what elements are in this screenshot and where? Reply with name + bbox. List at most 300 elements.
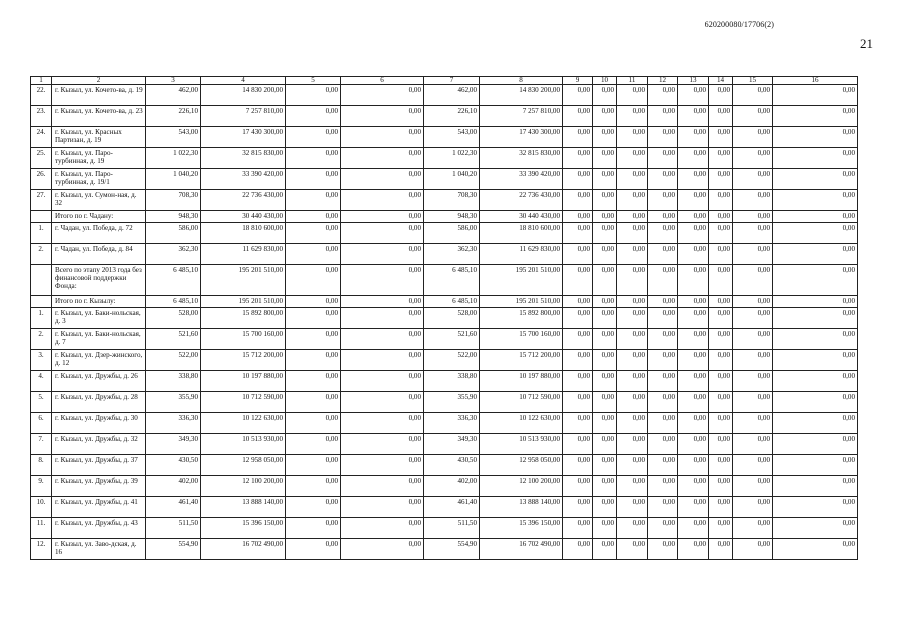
column-header-3: 3 bbox=[146, 77, 201, 85]
area-cell-7: 543,00 bbox=[424, 127, 480, 148]
value-cell-14: 0,00 bbox=[709, 476, 733, 497]
cost-cell-8: 15 396 150,00 bbox=[480, 518, 563, 539]
area-cell: 362,30 bbox=[146, 244, 201, 265]
value-cell-6: 0,00 bbox=[341, 106, 424, 127]
page-number: 21 bbox=[860, 36, 873, 51]
value-cell-10: 0,00 bbox=[593, 308, 617, 329]
value-cell-14: 0,00 bbox=[709, 211, 733, 223]
value-cell-12: 0,00 bbox=[648, 169, 678, 190]
column-header-11: 11 bbox=[617, 77, 648, 85]
value-cell-5: 0,00 bbox=[286, 223, 341, 244]
value-cell-13: 0,00 bbox=[678, 539, 709, 560]
area-cell-7: 461,40 bbox=[424, 497, 480, 518]
value-cell-9: 0,00 bbox=[563, 106, 593, 127]
area-cell-7: 1 040,20 bbox=[424, 169, 480, 190]
value-cell-12: 0,00 bbox=[648, 392, 678, 413]
value-cell-6: 0,00 bbox=[341, 539, 424, 560]
value-cell-11: 0,00 bbox=[617, 476, 648, 497]
value-cell-14: 0,00 bbox=[709, 244, 733, 265]
value-cell-12: 0,00 bbox=[648, 265, 678, 296]
row-number-cell: 9. bbox=[31, 476, 52, 497]
column-header-14: 14 bbox=[709, 77, 733, 85]
value-cell-14: 0,00 bbox=[709, 190, 733, 211]
row-number-cell bbox=[31, 265, 52, 296]
value-cell-15: 0,00 bbox=[733, 518, 773, 539]
cost-cell-8: 13 888 140,00 bbox=[480, 497, 563, 518]
row-number-cell: 25. bbox=[31, 148, 52, 169]
area-cell: 543,00 bbox=[146, 127, 201, 148]
value-cell-10: 0,00 bbox=[593, 392, 617, 413]
address-cell: г. Кызыл, ул. Кочето-ва, д. 19 bbox=[52, 85, 146, 106]
column-header-16: 16 bbox=[773, 77, 858, 85]
value-cell-13: 0,00 bbox=[678, 455, 709, 476]
column-header-5: 5 bbox=[286, 77, 341, 85]
value-cell-10: 0,00 bbox=[593, 455, 617, 476]
cost-cell: 33 390 420,00 bbox=[201, 169, 286, 190]
value-cell-5: 0,00 bbox=[286, 85, 341, 106]
cost-cell: 195 201 510,00 bbox=[201, 265, 286, 296]
document-code: 620200080/17706(2) bbox=[704, 20, 774, 29]
area-cell: 708,30 bbox=[146, 190, 201, 211]
area-cell: 522,00 bbox=[146, 350, 201, 371]
area-cell: 338,80 bbox=[146, 371, 201, 392]
value-cell-9: 0,00 bbox=[563, 190, 593, 211]
value-cell-16: 0,00 bbox=[773, 350, 858, 371]
cost-cell-8: 195 201 510,00 bbox=[480, 296, 563, 308]
value-cell-11: 0,00 bbox=[617, 85, 648, 106]
value-cell-5: 0,00 bbox=[286, 244, 341, 265]
value-cell-10: 0,00 bbox=[593, 85, 617, 106]
column-header-4: 4 bbox=[201, 77, 286, 85]
value-cell-9: 0,00 bbox=[563, 434, 593, 455]
cost-cell-8: 195 201 510,00 bbox=[480, 265, 563, 296]
value-cell-10: 0,00 bbox=[593, 211, 617, 223]
cost-cell: 17 430 300,00 bbox=[201, 127, 286, 148]
value-cell-16: 0,00 bbox=[773, 106, 858, 127]
value-cell-11: 0,00 bbox=[617, 455, 648, 476]
cost-cell-8: 12 958 050,00 bbox=[480, 455, 563, 476]
value-cell-6: 0,00 bbox=[341, 413, 424, 434]
value-cell-11: 0,00 bbox=[617, 296, 648, 308]
area-cell: 402,00 bbox=[146, 476, 201, 497]
table-row bbox=[31, 392, 858, 413]
value-cell-5: 0,00 bbox=[286, 190, 341, 211]
value-cell-9: 0,00 bbox=[563, 223, 593, 244]
row-number-cell: 5. bbox=[31, 392, 52, 413]
value-cell-6: 0,00 bbox=[341, 190, 424, 211]
address-cell: г. Кызыл, ул. Паро-турбинная, д. 19 bbox=[52, 148, 146, 169]
value-cell-5: 0,00 bbox=[286, 455, 341, 476]
value-cell-12: 0,00 bbox=[648, 371, 678, 392]
value-cell-12: 0,00 bbox=[648, 329, 678, 350]
cost-cell-8: 33 390 420,00 bbox=[480, 169, 563, 190]
value-cell-9: 0,00 bbox=[563, 539, 593, 560]
value-cell-15: 0,00 bbox=[733, 106, 773, 127]
table-row bbox=[31, 223, 858, 244]
value-cell-14: 0,00 bbox=[709, 106, 733, 127]
value-cell-14: 0,00 bbox=[709, 329, 733, 350]
value-cell-14: 0,00 bbox=[709, 518, 733, 539]
table-row bbox=[31, 329, 858, 350]
cost-cell-8: 12 100 200,00 bbox=[480, 476, 563, 497]
cost-cell: 15 892 800,00 bbox=[201, 308, 286, 329]
column-header-6: 6 bbox=[341, 77, 424, 85]
value-cell-13: 0,00 bbox=[678, 106, 709, 127]
cost-cell-8: 32 815 830,00 bbox=[480, 148, 563, 169]
value-cell-14: 0,00 bbox=[709, 350, 733, 371]
value-cell-6: 0,00 bbox=[341, 497, 424, 518]
value-cell-10: 0,00 bbox=[593, 265, 617, 296]
row-number-cell: 1. bbox=[31, 223, 52, 244]
value-cell-15: 0,00 bbox=[733, 85, 773, 106]
cost-cell: 10 712 590,00 bbox=[201, 392, 286, 413]
column-header-9: 9 bbox=[563, 77, 593, 85]
value-cell-12: 0,00 bbox=[648, 106, 678, 127]
value-cell-14: 0,00 bbox=[709, 85, 733, 106]
value-cell-15: 0,00 bbox=[733, 127, 773, 148]
data-table bbox=[30, 76, 858, 560]
address-cell: г. Кызыл, ул. Дружбы, д. 37 bbox=[52, 455, 146, 476]
area-cell: 6 485,10 bbox=[146, 296, 201, 308]
column-header-1: 1 bbox=[31, 77, 52, 85]
value-cell-6: 0,00 bbox=[341, 455, 424, 476]
value-cell-12: 0,00 bbox=[648, 244, 678, 265]
value-cell-10: 0,00 bbox=[593, 476, 617, 497]
table-row bbox=[31, 518, 858, 539]
value-cell-9: 0,00 bbox=[563, 127, 593, 148]
value-cell-12: 0,00 bbox=[648, 211, 678, 223]
address-cell: г. Кызыл, ул. Дружбы, д. 26 bbox=[52, 371, 146, 392]
value-cell-6: 0,00 bbox=[341, 244, 424, 265]
value-cell-14: 0,00 bbox=[709, 434, 733, 455]
value-cell-15: 0,00 bbox=[733, 455, 773, 476]
value-cell-16: 0,00 bbox=[773, 127, 858, 148]
value-cell-9: 0,00 bbox=[563, 85, 593, 106]
value-cell-15: 0,00 bbox=[733, 211, 773, 223]
address-cell: г. Кызыл, ул. Красных Партизан, д. 19 bbox=[52, 127, 146, 148]
area-cell-7: 338,80 bbox=[424, 371, 480, 392]
value-cell-9: 0,00 bbox=[563, 329, 593, 350]
area-cell-7: 948,30 bbox=[424, 211, 480, 223]
value-cell-14: 0,00 bbox=[709, 371, 733, 392]
value-cell-12: 0,00 bbox=[648, 455, 678, 476]
column-header-12: 12 bbox=[648, 77, 678, 85]
value-cell-14: 0,00 bbox=[709, 223, 733, 244]
row-number-cell: 26. bbox=[31, 169, 52, 190]
table-row bbox=[31, 296, 858, 308]
value-cell-16: 0,00 bbox=[773, 371, 858, 392]
value-cell-15: 0,00 bbox=[733, 329, 773, 350]
row-number-cell: 7. bbox=[31, 434, 52, 455]
cost-cell: 15 712 200,00 bbox=[201, 350, 286, 371]
table-row bbox=[31, 371, 858, 392]
cost-cell: 13 888 140,00 bbox=[201, 497, 286, 518]
row-number-cell: 11. bbox=[31, 518, 52, 539]
value-cell-10: 0,00 bbox=[593, 244, 617, 265]
value-cell-16: 0,00 bbox=[773, 223, 858, 244]
value-cell-10: 0,00 bbox=[593, 329, 617, 350]
value-cell-16: 0,00 bbox=[773, 413, 858, 434]
address-cell: г. Кызыл, ул. Паро-турбинная, д. 19/1 bbox=[52, 169, 146, 190]
address-cell: г. Кызыл, ул. Баки-нольская, д. 3 bbox=[52, 308, 146, 329]
area-cell: 948,30 bbox=[146, 211, 201, 223]
table-row bbox=[31, 476, 858, 497]
column-header-13: 13 bbox=[678, 77, 709, 85]
address-cell: г. Чадан, ул. Победа, д. 72 bbox=[52, 223, 146, 244]
cost-cell: 14 830 200,00 bbox=[201, 85, 286, 106]
cost-cell: 32 815 830,00 bbox=[201, 148, 286, 169]
table-row bbox=[31, 148, 858, 169]
address-cell: г. Кызыл, ул. Баки-нольская, д. 7 bbox=[52, 329, 146, 350]
row-number-cell: 24. bbox=[31, 127, 52, 148]
value-cell-15: 0,00 bbox=[733, 539, 773, 560]
table-row bbox=[31, 455, 858, 476]
value-cell-15: 0,00 bbox=[733, 497, 773, 518]
value-cell-12: 0,00 bbox=[648, 190, 678, 211]
row-number-cell: 2. bbox=[31, 329, 52, 350]
value-cell-6: 0,00 bbox=[341, 85, 424, 106]
value-cell-10: 0,00 bbox=[593, 497, 617, 518]
table-row bbox=[31, 497, 858, 518]
value-cell-13: 0,00 bbox=[678, 392, 709, 413]
value-cell-10: 0,00 bbox=[593, 148, 617, 169]
area-cell-7: 6 485,10 bbox=[424, 296, 480, 308]
value-cell-12: 0,00 bbox=[648, 127, 678, 148]
value-cell-14: 0,00 bbox=[709, 308, 733, 329]
cost-cell: 10 513 930,00 bbox=[201, 434, 286, 455]
value-cell-16: 0,00 bbox=[773, 211, 858, 223]
value-cell-9: 0,00 bbox=[563, 371, 593, 392]
value-cell-11: 0,00 bbox=[617, 434, 648, 455]
area-cell: 528,00 bbox=[146, 308, 201, 329]
cost-cell-8: 10 197 880,00 bbox=[480, 371, 563, 392]
value-cell-12: 0,00 bbox=[648, 223, 678, 244]
value-cell-5: 0,00 bbox=[286, 497, 341, 518]
row-number-cell: 6. bbox=[31, 413, 52, 434]
value-cell-5: 0,00 bbox=[286, 296, 341, 308]
value-cell-16: 0,00 bbox=[773, 518, 858, 539]
value-cell-11: 0,00 bbox=[617, 106, 648, 127]
area-cell: 511,50 bbox=[146, 518, 201, 539]
value-cell-5: 0,00 bbox=[286, 329, 341, 350]
cost-cell: 22 736 430,00 bbox=[201, 190, 286, 211]
value-cell-6: 0,00 bbox=[341, 392, 424, 413]
table-row bbox=[31, 169, 858, 190]
cost-cell-8: 14 830 200,00 bbox=[480, 85, 563, 106]
address-cell: г. Чадан, ул. Победа, д. 84 bbox=[52, 244, 146, 265]
area-cell: 226,10 bbox=[146, 106, 201, 127]
area-cell: 355,90 bbox=[146, 392, 201, 413]
value-cell-15: 0,00 bbox=[733, 350, 773, 371]
value-cell-10: 0,00 bbox=[593, 169, 617, 190]
address-cell: Всего по этапу 2013 года без финансовой поддержки Фонда: bbox=[52, 265, 146, 296]
value-cell-5: 0,00 bbox=[286, 265, 341, 296]
area-cell: 586,00 bbox=[146, 223, 201, 244]
value-cell-9: 0,00 bbox=[563, 296, 593, 308]
value-cell-12: 0,00 bbox=[648, 413, 678, 434]
table-body bbox=[31, 85, 858, 560]
value-cell-11: 0,00 bbox=[617, 497, 648, 518]
table-row bbox=[31, 539, 858, 560]
value-cell-16: 0,00 bbox=[773, 434, 858, 455]
value-cell-16: 0,00 bbox=[773, 190, 858, 211]
value-cell-11: 0,00 bbox=[617, 518, 648, 539]
address-cell: г. Кызыл, ул. Заво-дская, д. 16 bbox=[52, 539, 146, 560]
value-cell-10: 0,00 bbox=[593, 350, 617, 371]
value-cell-13: 0,00 bbox=[678, 518, 709, 539]
row-number-cell: 27. bbox=[31, 190, 52, 211]
value-cell-16: 0,00 bbox=[773, 329, 858, 350]
value-cell-13: 0,00 bbox=[678, 296, 709, 308]
value-cell-6: 0,00 bbox=[341, 329, 424, 350]
value-cell-11: 0,00 bbox=[617, 413, 648, 434]
value-cell-9: 0,00 bbox=[563, 265, 593, 296]
value-cell-10: 0,00 bbox=[593, 539, 617, 560]
row-number-cell: 12. bbox=[31, 539, 52, 560]
value-cell-16: 0,00 bbox=[773, 308, 858, 329]
value-cell-13: 0,00 bbox=[678, 350, 709, 371]
cost-cell: 16 702 490,00 bbox=[201, 539, 286, 560]
cost-cell: 15 396 150,00 bbox=[201, 518, 286, 539]
table-row bbox=[31, 434, 858, 455]
cost-cell: 15 700 160,00 bbox=[201, 329, 286, 350]
value-cell-5: 0,00 bbox=[286, 308, 341, 329]
value-cell-5: 0,00 bbox=[286, 148, 341, 169]
value-cell-12: 0,00 bbox=[648, 308, 678, 329]
value-cell-5: 0,00 bbox=[286, 371, 341, 392]
value-cell-6: 0,00 bbox=[341, 127, 424, 148]
area-cell-7: 528,00 bbox=[424, 308, 480, 329]
value-cell-13: 0,00 bbox=[678, 148, 709, 169]
value-cell-11: 0,00 bbox=[617, 223, 648, 244]
column-header-10: 10 bbox=[593, 77, 617, 85]
address-cell: г. Кызыл, ул. Сумон-ная, д. 32 bbox=[52, 190, 146, 211]
area-cell-7: 336,30 bbox=[424, 413, 480, 434]
cost-cell: 10 122 630,00 bbox=[201, 413, 286, 434]
value-cell-13: 0,00 bbox=[678, 371, 709, 392]
address-cell: г. Кызыл, ул. Кочето-ва, д. 23 bbox=[52, 106, 146, 127]
value-cell-13: 0,00 bbox=[678, 190, 709, 211]
cost-cell-8: 10 122 630,00 bbox=[480, 413, 563, 434]
value-cell-13: 0,00 bbox=[678, 476, 709, 497]
table-row bbox=[31, 265, 858, 296]
table-row bbox=[31, 413, 858, 434]
column-number-row bbox=[31, 77, 858, 85]
value-cell-5: 0,00 bbox=[286, 434, 341, 455]
area-cell-7: 362,30 bbox=[424, 244, 480, 265]
value-cell-5: 0,00 bbox=[286, 518, 341, 539]
value-cell-11: 0,00 bbox=[617, 392, 648, 413]
column-header-7: 7 bbox=[424, 77, 480, 85]
value-cell-15: 0,00 bbox=[733, 190, 773, 211]
area-cell-7: 521,60 bbox=[424, 329, 480, 350]
area-cell: 554,90 bbox=[146, 539, 201, 560]
value-cell-14: 0,00 bbox=[709, 539, 733, 560]
cost-cell-8: 15 892 800,00 bbox=[480, 308, 563, 329]
value-cell-6: 0,00 bbox=[341, 148, 424, 169]
area-cell: 521,60 bbox=[146, 329, 201, 350]
value-cell-10: 0,00 bbox=[593, 371, 617, 392]
area-cell-7: 355,90 bbox=[424, 392, 480, 413]
value-cell-5: 0,00 bbox=[286, 106, 341, 127]
area-cell-7: 430,50 bbox=[424, 455, 480, 476]
value-cell-5: 0,00 bbox=[286, 169, 341, 190]
value-cell-16: 0,00 bbox=[773, 169, 858, 190]
value-cell-14: 0,00 bbox=[709, 296, 733, 308]
cost-cell-8: 7 257 810,00 bbox=[480, 106, 563, 127]
value-cell-14: 0,00 bbox=[709, 169, 733, 190]
row-number-cell: 23. bbox=[31, 106, 52, 127]
value-cell-12: 0,00 bbox=[648, 85, 678, 106]
value-cell-12: 0,00 bbox=[648, 497, 678, 518]
value-cell-14: 0,00 bbox=[709, 148, 733, 169]
value-cell-11: 0,00 bbox=[617, 539, 648, 560]
cost-cell-8: 16 702 490,00 bbox=[480, 539, 563, 560]
row-number-cell: 22. bbox=[31, 85, 52, 106]
table-row bbox=[31, 127, 858, 148]
value-cell-14: 0,00 bbox=[709, 497, 733, 518]
value-cell-12: 0,00 bbox=[648, 434, 678, 455]
area-cell: 1 040,20 bbox=[146, 169, 201, 190]
value-cell-10: 0,00 bbox=[593, 223, 617, 244]
area-cell: 6 485,10 bbox=[146, 265, 201, 296]
value-cell-15: 0,00 bbox=[733, 244, 773, 265]
value-cell-15: 0,00 bbox=[733, 223, 773, 244]
column-header-2: 2 bbox=[52, 77, 146, 85]
value-cell-6: 0,00 bbox=[341, 223, 424, 244]
cost-cell-8: 17 430 300,00 bbox=[480, 127, 563, 148]
value-cell-11: 0,00 bbox=[617, 265, 648, 296]
value-cell-11: 0,00 bbox=[617, 190, 648, 211]
cost-cell: 12 958 050,00 bbox=[201, 455, 286, 476]
cost-cell-8: 30 440 430,00 bbox=[480, 211, 563, 223]
table-row bbox=[31, 244, 858, 265]
area-cell-7: 349,30 bbox=[424, 434, 480, 455]
value-cell-16: 0,00 bbox=[773, 539, 858, 560]
value-cell-16: 0,00 bbox=[773, 476, 858, 497]
value-cell-14: 0,00 bbox=[709, 127, 733, 148]
value-cell-9: 0,00 bbox=[563, 497, 593, 518]
value-cell-10: 0,00 bbox=[593, 106, 617, 127]
column-header-8: 8 bbox=[480, 77, 563, 85]
value-cell-6: 0,00 bbox=[341, 350, 424, 371]
value-cell-6: 0,00 bbox=[341, 476, 424, 497]
cost-cell: 12 100 200,00 bbox=[201, 476, 286, 497]
cost-cell: 10 197 880,00 bbox=[201, 371, 286, 392]
area-cell: 349,30 bbox=[146, 434, 201, 455]
cost-cell: 11 629 830,00 bbox=[201, 244, 286, 265]
value-cell-15: 0,00 bbox=[733, 296, 773, 308]
row-number-cell bbox=[31, 211, 52, 223]
value-cell-13: 0,00 bbox=[678, 127, 709, 148]
value-cell-9: 0,00 bbox=[563, 476, 593, 497]
table-row bbox=[31, 211, 858, 223]
value-cell-13: 0,00 bbox=[678, 497, 709, 518]
value-cell-5: 0,00 bbox=[286, 539, 341, 560]
value-cell-14: 0,00 bbox=[709, 265, 733, 296]
value-cell-14: 0,00 bbox=[709, 392, 733, 413]
value-cell-16: 0,00 bbox=[773, 497, 858, 518]
value-cell-13: 0,00 bbox=[678, 308, 709, 329]
value-cell-14: 0,00 bbox=[709, 413, 733, 434]
row-number-cell: 3. bbox=[31, 350, 52, 371]
value-cell-14: 0,00 bbox=[709, 455, 733, 476]
value-cell-9: 0,00 bbox=[563, 308, 593, 329]
area-cell-7: 586,00 bbox=[424, 223, 480, 244]
row-number-cell: 1. bbox=[31, 308, 52, 329]
value-cell-16: 0,00 bbox=[773, 148, 858, 169]
cost-cell-8: 18 810 600,00 bbox=[480, 223, 563, 244]
